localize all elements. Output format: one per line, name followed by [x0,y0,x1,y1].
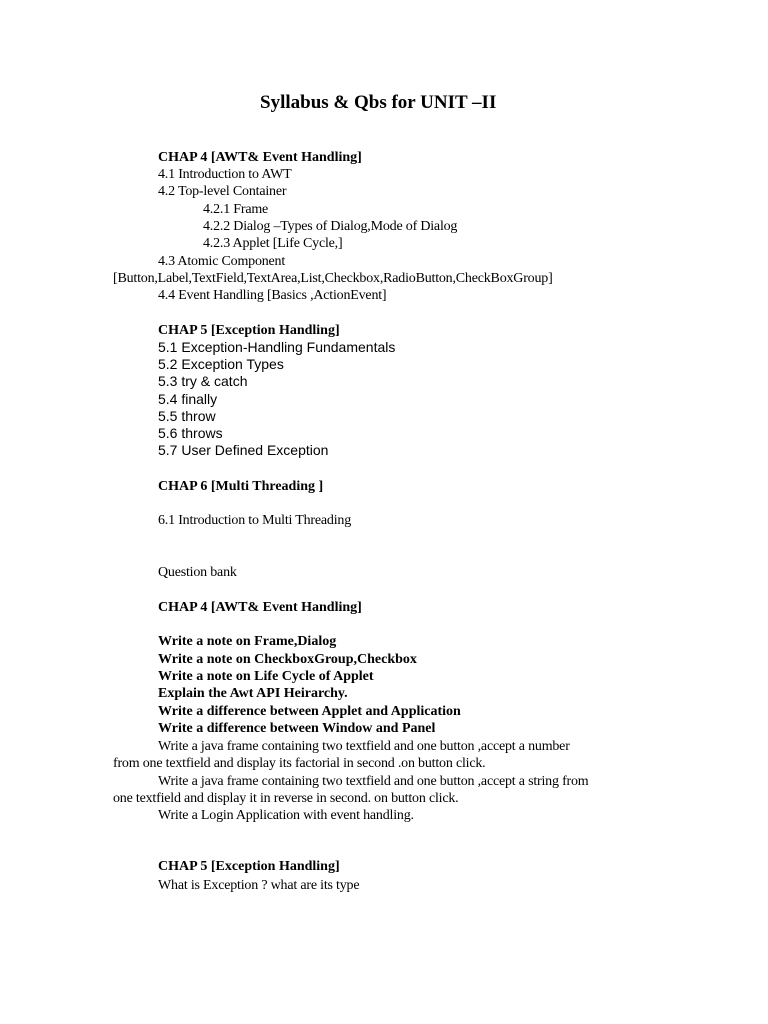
question-bold: Write a note on Life Cycle of Applet [158,669,374,684]
syllabus-subitem: 4.2.1 Frame [203,202,269,217]
syllabus-item: 4.1 Introduction to AWT [158,167,292,182]
syllabus-item: 5.4 finally [158,391,218,407]
question-continued: from one textfield and display its factorial in second .on button click. [113,756,486,771]
chap4-heading: CHAP 4 [AWT& Event Handling] [158,150,362,165]
question: Write a java frame containing two textfield and one button ,accept a string from [158,774,589,789]
question: Write a java frame containing two textfield and one button ,accept a number [158,739,570,754]
syllabus-item: 4.4 Event Handling [Basics ,ActionEvent] [158,288,387,303]
page-title: Syllabus & Qbs for UNIT –II [260,92,497,113]
syllabus-item: 5.7 User Defined Exception [158,442,329,458]
syllabus-item: 5.6 throws [158,425,223,441]
question: What is Exception ? what are its type [158,878,360,893]
question-bank-label: Question bank [158,565,237,580]
chap5-heading: CHAP 5 [Exception Handling] [158,323,340,338]
syllabus-item: 5.3 try & catch [158,373,248,389]
syllabus-subitem: 4.2.2 Dialog –Types of Dialog,Mode of Dialog [203,219,458,234]
qb-chap5-heading: CHAP 5 [Exception Handling] [158,859,340,874]
syllabus-subitem: 4.2.3 Applet [Life Cycle,] [203,236,343,251]
qb-chap4-heading: CHAP 4 [AWT& Event Handling] [158,600,362,615]
syllabus-item: 5.5 throw [158,408,216,424]
question-bold: Write a difference between Applet and Application [158,704,461,719]
question-bold: Write a difference between Window and Panel [158,721,436,736]
syllabus-item: 6.1 Introduction to Multi Threading [158,513,351,528]
chap6-heading: CHAP 6 [Multi Threading ] [158,479,324,494]
question: Write a Login Application with event handling. [158,808,414,823]
syllabus-item: 4.2 Top-level Container [158,184,287,199]
question-continued: one textfield and display it in reverse in second. on button click. [113,791,459,806]
syllabus-item: 5.2 Exception Types [158,356,284,372]
question-bold: Write a note on Frame,Dialog [158,634,337,649]
syllabus-item-components: [Button,Label,TextField,TextArea,List,Checkbox,RadioButton,CheckBoxGroup] [113,271,553,286]
syllabus-item: 5.1 Exception-Handling Fundamentals [158,339,396,355]
question-bold: Explain the Awt API Heirarchy. [158,686,348,701]
question-bold: Write a note on CheckboxGroup,Checkbox [158,652,417,667]
syllabus-item: 4.3 Atomic Component [158,254,286,269]
